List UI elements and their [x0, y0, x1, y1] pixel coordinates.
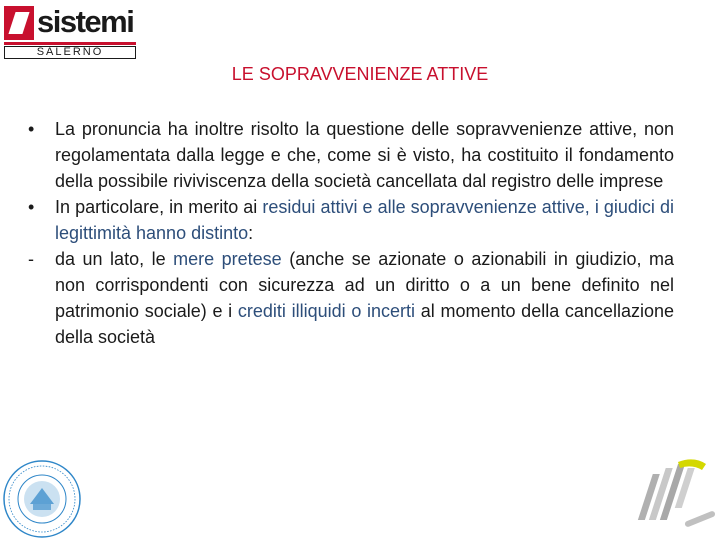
bullet-paragraph-2	[28, 194, 674, 246]
bullet-marker: •	[28, 197, 35, 217]
paragraph-text: :	[248, 223, 254, 243]
highlighted-text: mere pretese	[173, 249, 282, 269]
brand-logo	[4, 4, 136, 58]
paragraph-text: La pronuncia ha inoltre risolto la questione delle sopravvenienze attive, non regolamentata dalla legge e che, come si è visto, ha costituito il fondamento della possibile riviviscenza della società cancellata dal registro delle imprese	[55, 119, 674, 191]
paragraph-text: (anche se azionate o azionabili in giudizio, ma non corrispondenti con sicurezza ad un diritto o a un bene definito nel patrimonio sociale) e i	[55, 249, 674, 321]
paragraph-text: da un lato, le	[55, 249, 174, 269]
logo-wordmark: sistemi	[37, 4, 134, 39]
logo-divider	[4, 42, 136, 45]
decorative-emblem-icon	[632, 458, 720, 536]
highlighted-text: residui attivi e alle sopravvenienze attive, i giudici di legittimità hanno distinto	[55, 197, 674, 243]
slide-title: LE SOPRAVVENIENZE ATTIVE	[231, 64, 489, 84]
bullet-paragraph-1	[28, 116, 674, 194]
logo-subtitle: SALERNO	[4, 46, 136, 59]
dash-paragraph	[28, 246, 674, 350]
paragraph-text: In particolare, in merito ai	[55, 197, 263, 217]
slide-body	[28, 116, 674, 350]
professional-seal-icon	[2, 458, 82, 540]
logo-mark-icon	[4, 6, 34, 40]
dash-marker: -	[28, 249, 34, 269]
highlighted-text: crediti illiquidi o incerti	[237, 301, 416, 321]
bullet-marker: •	[28, 119, 35, 139]
paragraph-text: al momento della cancellazione della società	[55, 301, 674, 347]
